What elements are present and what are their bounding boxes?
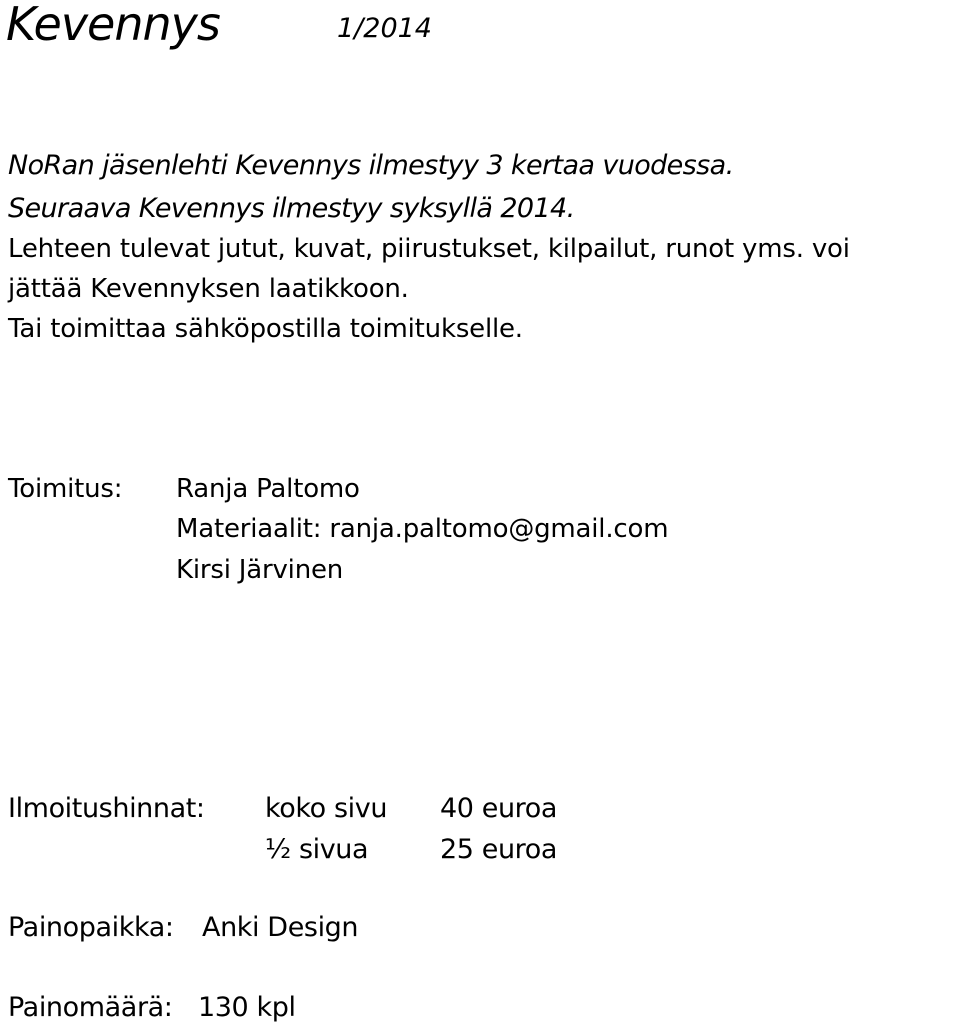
editorial-second-editor: Kirsi Järvinen <box>176 555 344 585</box>
printing-place-value: Anki Design <box>202 912 359 943</box>
editorial-label: Toimitus: <box>8 474 123 504</box>
ad-prices-label: Ilmoitushinnat: <box>8 793 205 824</box>
intro-line-1: NoRan jäsenlehti Kevennys ilmestyy 3 kertaa vuodessa. <box>8 150 734 181</box>
printing-count-label: Painomäärä: <box>8 992 173 1023</box>
intro-line-3: Lehteen tulevat jutut, kuvat, piirustukset, kilpailut, runot yms. voi <box>8 234 850 264</box>
intro-line-5: Tai toimittaa sähköpostilla toimitukselle. <box>8 314 523 344</box>
intro-line-4: jättää Kevennyksen laatikkoon. <box>8 274 409 304</box>
page-title: Kevennys <box>6 0 220 51</box>
issue-number: 1/2014 <box>337 13 432 44</box>
printing-count-value: 130 kpl <box>198 992 296 1023</box>
ad-price-value-half: 25 euroa <box>440 834 558 865</box>
ad-price-size-full: koko sivu <box>265 793 388 824</box>
ad-price-size-half: ½ sivua <box>265 834 369 865</box>
intro-line-2: Seuraava Kevennys ilmestyy syksyllä 2014. <box>8 193 575 224</box>
printing-place-label: Painopaikka: <box>8 912 174 943</box>
editorial-materials: Materiaalit: ranja.paltomo@gmail.com <box>176 514 669 544</box>
editorial-editor: Ranja Paltomo <box>176 474 360 504</box>
ad-price-value-full: 40 euroa <box>440 793 558 824</box>
